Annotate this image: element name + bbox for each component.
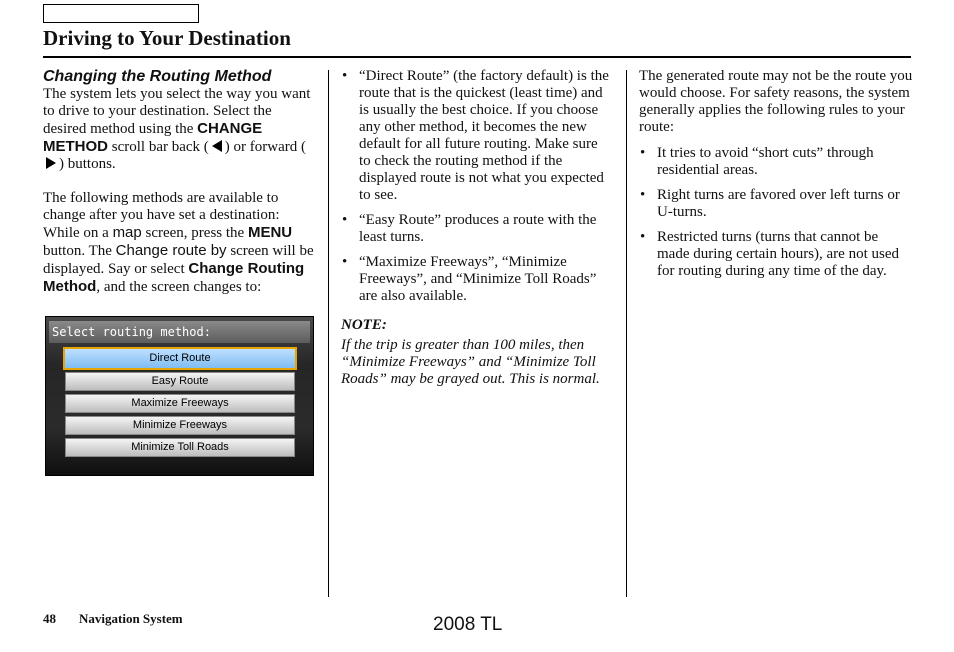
paragraph-methods (43, 190, 315, 296)
text: screen will be displayed. Say or select (43, 243, 314, 277)
change-routing-method-label: Change Routing Method (43, 260, 305, 295)
list-item: • “Maximize Freeways”, “Minimize Freeways”, and “Minimize Toll Roads” are also available. (341, 254, 613, 305)
screen-title: Select routing method: (49, 321, 310, 343)
option-minimize-freeways[interactable]: Minimize Freeways (65, 416, 295, 435)
list-item: • It tries to avoid “short cuts” through residential areas. (639, 145, 913, 179)
column-divider-2 (626, 70, 627, 597)
footer-label: Navigation System (79, 611, 183, 626)
change-method-label: CHANGE METHOD (43, 120, 263, 155)
subsection-heading: Changing the Routing Method (43, 68, 272, 85)
text: The following methods are available to change after you have set a destination: While on a (43, 190, 280, 241)
back-arrow-icon (212, 140, 222, 152)
note-label: NOTE: (341, 317, 387, 333)
option-easy-route[interactable]: Easy Route (65, 372, 295, 391)
column-1 (43, 68, 315, 296)
change-route-by-label: Change route by (115, 242, 227, 259)
list-item: • “Easy Route” produces a route with the least turns. (341, 212, 613, 246)
text: screen, press the (141, 225, 248, 241)
section-title: Driving to Your Destination (43, 26, 291, 50)
route-options-list (341, 68, 613, 305)
forward-arrow-icon (46, 157, 56, 169)
header-tab-box (43, 4, 199, 23)
column-2 (341, 68, 613, 388)
route-rules-list (639, 145, 913, 280)
map-label: map (112, 224, 142, 241)
text: ) or forward ( (224, 139, 307, 155)
text: , and the screen changes to: (96, 279, 262, 295)
text: ) buttons. (59, 156, 116, 172)
text: button. The (43, 243, 116, 259)
routing-method-screen (45, 316, 314, 476)
option-direct-route[interactable]: Direct Route (63, 347, 297, 370)
option-maximize-freeways[interactable]: Maximize Freeways (65, 394, 295, 413)
list-item: • Right turns are favored over left turns or U-turns. (639, 187, 913, 221)
menu-label: MENU (247, 224, 293, 241)
rules-intro: The generated route may not be the route you would choose. For safety reasons, the system generally applies the following rules to your route: (639, 68, 913, 135)
list-item: • “Direct Route” (the factory default) is the route that is the quickest (least time) and is usually the best choice. If you choose any other method, it becomes the new default for all future routing. Make sure to check the routing method if the displayed route is not what you expected to see. (341, 68, 613, 204)
column-3 (639, 68, 913, 288)
text: scroll bar back ( (108, 139, 209, 155)
list-item: • Restricted turns (turns that cannot be made during certain hours), are not used for routing during any time of the day. (639, 229, 913, 280)
page-number: 48 (43, 611, 56, 626)
text: The system lets you select the way you want to drive to your destination. Select the desired method using the (43, 86, 311, 137)
model-label: 2008 TL (433, 614, 503, 635)
note-text: If the trip is greater than 100 miles, then “Minimize Freeways” and “Minimize Toll Roads” may be grayed out. This is normal. (341, 337, 600, 387)
paragraph-intro (43, 86, 315, 173)
title-rule (43, 56, 911, 58)
column-divider-1 (328, 70, 329, 597)
option-minimize-toll-roads[interactable]: Minimize Toll Roads (65, 438, 295, 457)
